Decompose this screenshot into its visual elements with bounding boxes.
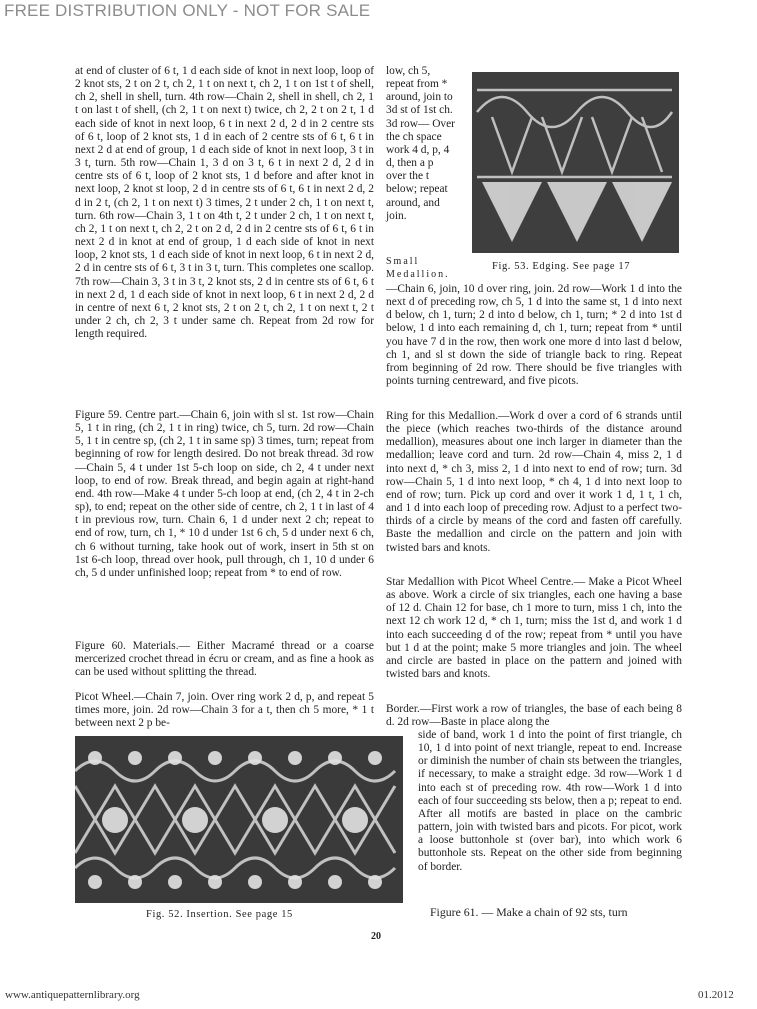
small-medallion-heading: Small Medallion. [386, 256, 450, 280]
figure-52-caption: Fig. 52. Insertion. See page 15 [146, 909, 293, 920]
edging-photo [472, 72, 679, 253]
page-number: 20 [371, 931, 381, 942]
figure-61-paragraph: Figure 61. — Make a chain of 92 sts, turn [430, 905, 628, 919]
picot-wheel-paragraph: Picot Wheel.—Chain 7, join. Over ring work 2 d, p, and repeat 5 times more, join. 2d row—Chain 3 for a t, then ch 5 more, * 1 t between next 2 p be- [75, 691, 374, 730]
small-medallion-paragraph: —Chain 6, join, 10 d over ring, join. 2d row—Work 1 d into the next d of preceding row, ch 5, 1 d into the same st, 1 d into next d below, ch 1, turn; 2 d into d below, ch 1, turn; * 2 d into 1st d below, 1 d into each remaining d, ch 1, turn; repeat from * until you have 7 d in the row, then work one more d into last d below, ch 1, and sl st down the side of triangle back to ring. Repeat from beginning of 2d row. There should be five triangles with points turning centreward, and five picots. [386, 283, 682, 388]
footer-date: 01.2012 [698, 989, 734, 1001]
figure-59-paragraph: Figure 59. Centre part.—Chain 6, join with sl st. 1st row—Chain 5, 1 t in ring, (ch 2, 1 t in ring) twice, ch 5, turn. 2d row—Chain 5, 1 t in centre sp, (ch 2, 1 t in same sp) 3 times, turn; repeat from beginning of row for length desired. Do not break thread. 3d row—Chain 5, 4 t under 1st 5-ch loop on side, ch 2, 4 t under next loop, to end of row. Break thread, and begin again at right-hand end. 4th row—Make 4 t under 5-ch loop at end, (ch 2, 4 t in 2-ch sp), to end; repeat on the other side of centre, ch 2, 1 t in last of 4 t in previous row, turn. Chain 6, 1 d under next 2 ch; repeat to end of row, turn, ch 1, * 10 d under 1st 6 ch, 5 d under next 6 ch, ch 6 without turning, take hook out of work, insert in 5th st on 1st 6-ch loop, thread over hook, pull through, ch 1, 10 d under 6 ch, 5 d under unfinished loop; repeat from * to end of row. [75, 409, 374, 579]
ring-medallion-paragraph: Ring for this Medallion.—Work d over a cord of 6 strands until the piece (which reaches two-thirds of the distance around medallion), measures about one inch larger in diameter than the medallion; leave cord and turn. 2d row—Chain 4, miss 2, 1 d into next d, * ch 3, miss 2, 1 d into next to end of row; turn. 3d row—Chain 5, 1 d into next loop, * ch 4, 1 d into next loop to end of row; turn. Pick up cord and over it work 1 d, 1 t, 1 ch, and 1 d into each loop of preceding row. Adjust to a perfect two-thirds of a circle by means of the cord and fasten off carefully. Baste the medallion and circle on the pattern and join with twisted bars and knots. [386, 410, 682, 554]
border-paragraph-continued: side of band, work 1 d into the point of first triangle, ch 10, 1 d into point of next triangle, repeat to end. Increase or diminish the number of chain sts between the triangles, if necessary, to make a straight edge. 3d row—Work 1 d into each st of preceding row. 4th row—Work 1 d into each of four succeeding sts below, then a p; repeat to end. After all motifs are basted in place on the cambric pattern, join with twisted bars and picots. For picot, work a loose buttonhole st (over bar), into which work 6 buttonhole sts. Repeat on the other side from beginning of border. [418, 729, 682, 873]
border-paragraph-start: Border.—First work a row of triangles, the base of each being 8 d. 2d row—Baste in place along the [386, 703, 682, 729]
star-medallion-paragraph: Star Medallion with Picot Wheel Centre.— Make a Picot Wheel as above. Work a circle of six triangles, each one having a base of 12 d. Chain 12 for base, ch 1 more to turn, miss 1 ch, into the next 12 ch work 12 d, * ch 1, turn; miss the 1st d, and work 1 d into each succeeding d of the row; repeat from * until you have but 1 d at the point; make 5 more triangles and join. The wheel and circle are basted in place on the pattern and joined with twisted bars and knots. [386, 576, 682, 681]
left-paragraph-1: at end of cluster of 6 t, 1 d each side of knot in next loop, loop of 2 knot sts, 2 t on 2 t, ch 2, 1 t on next t, ch 2, 1 t on 1st t of shell, ch 2, shell in shell, turn. 4th row—Chain 2, shell in shell, ch 2, 1 t on last t of shell, (ch 2, 1 t on next t) twice, ch 2, 2 t on 2 t, 1 d each side of knot in next loop, 6 t in next 2 d, 2 d in 2 centre sts of 6 t, loop of 2 knot sts, 1 d in each of 2 centre sts of 6 t, 6 t in next 2 d at end of group, 1 d each side of knot in next loop, 3 t in 3 t, turn. 5th row—Chain 1, 3 d on 3 t, 6 t in next 2 d, 2 d in centre sts of 6 t, loop of 2 knot sts, 1 d before and after knot in next loop, 2 knot st loop, 2 d in centre sts of 6 t, 6 t in next 2 d, 2 d in 2 t, (ch 2, 1 t on next t) 3 times, 2 t under 2 ch, 1 t on next t, turn. 6th row—Chain 3, 1 t on 4th t, 2 t under 2 ch, 1 t on next t, ch 2, 1 t on next t, ch 2, 2 t on 2 d, 2 d in 2 centre sts of 6 t, 6 t in next 2 d in knot at end of group, 1 d each side of knot in next loop, 2 knot sts, 1 d each side of knot in next loop, 6 t in next 2 d, 2 d in centre sts of 6 t, 3 t in 3 t, turn. This completes one scallop. 7th row—Chain 3, 3 t in 3 t, 2 knot sts, 2 d in centre sts of 6 t, 6 t in next 2 d, 1 d each side of knot in next loop, 6 t in next 2 d, 2 d in centre of next 6 t, 2 knot sts, 2 t on 2 t, ch 2, 1 t on next t, 2 t under 2 ch, ch 2, 3 t under same ch. Repeat from 2d row for length required. [75, 65, 374, 341]
figure-60-paragraph: Figure 60. Materials.— Either Macramé thread or a coarse mercerized crochet thread in écru or cream, and as fine a hook as can be used without splitting the thread. [75, 640, 374, 679]
figure-53-caption: Fig. 53. Edging. See page 17 [492, 261, 631, 272]
insertion-photo [75, 736, 403, 903]
watermark: FREE DISTRIBUTION ONLY - NOT FOR SALE [4, 1, 371, 20]
footer-url: www.antiquepatternlibrary.org [5, 989, 140, 1001]
right-narrow-text: low, ch 5, repeat from * around, join to 3d st of 1st ch. 3d row— Over the ch space work 4 d, p, 4 d, then a p over the t below; repeat around, and join. [386, 65, 455, 222]
